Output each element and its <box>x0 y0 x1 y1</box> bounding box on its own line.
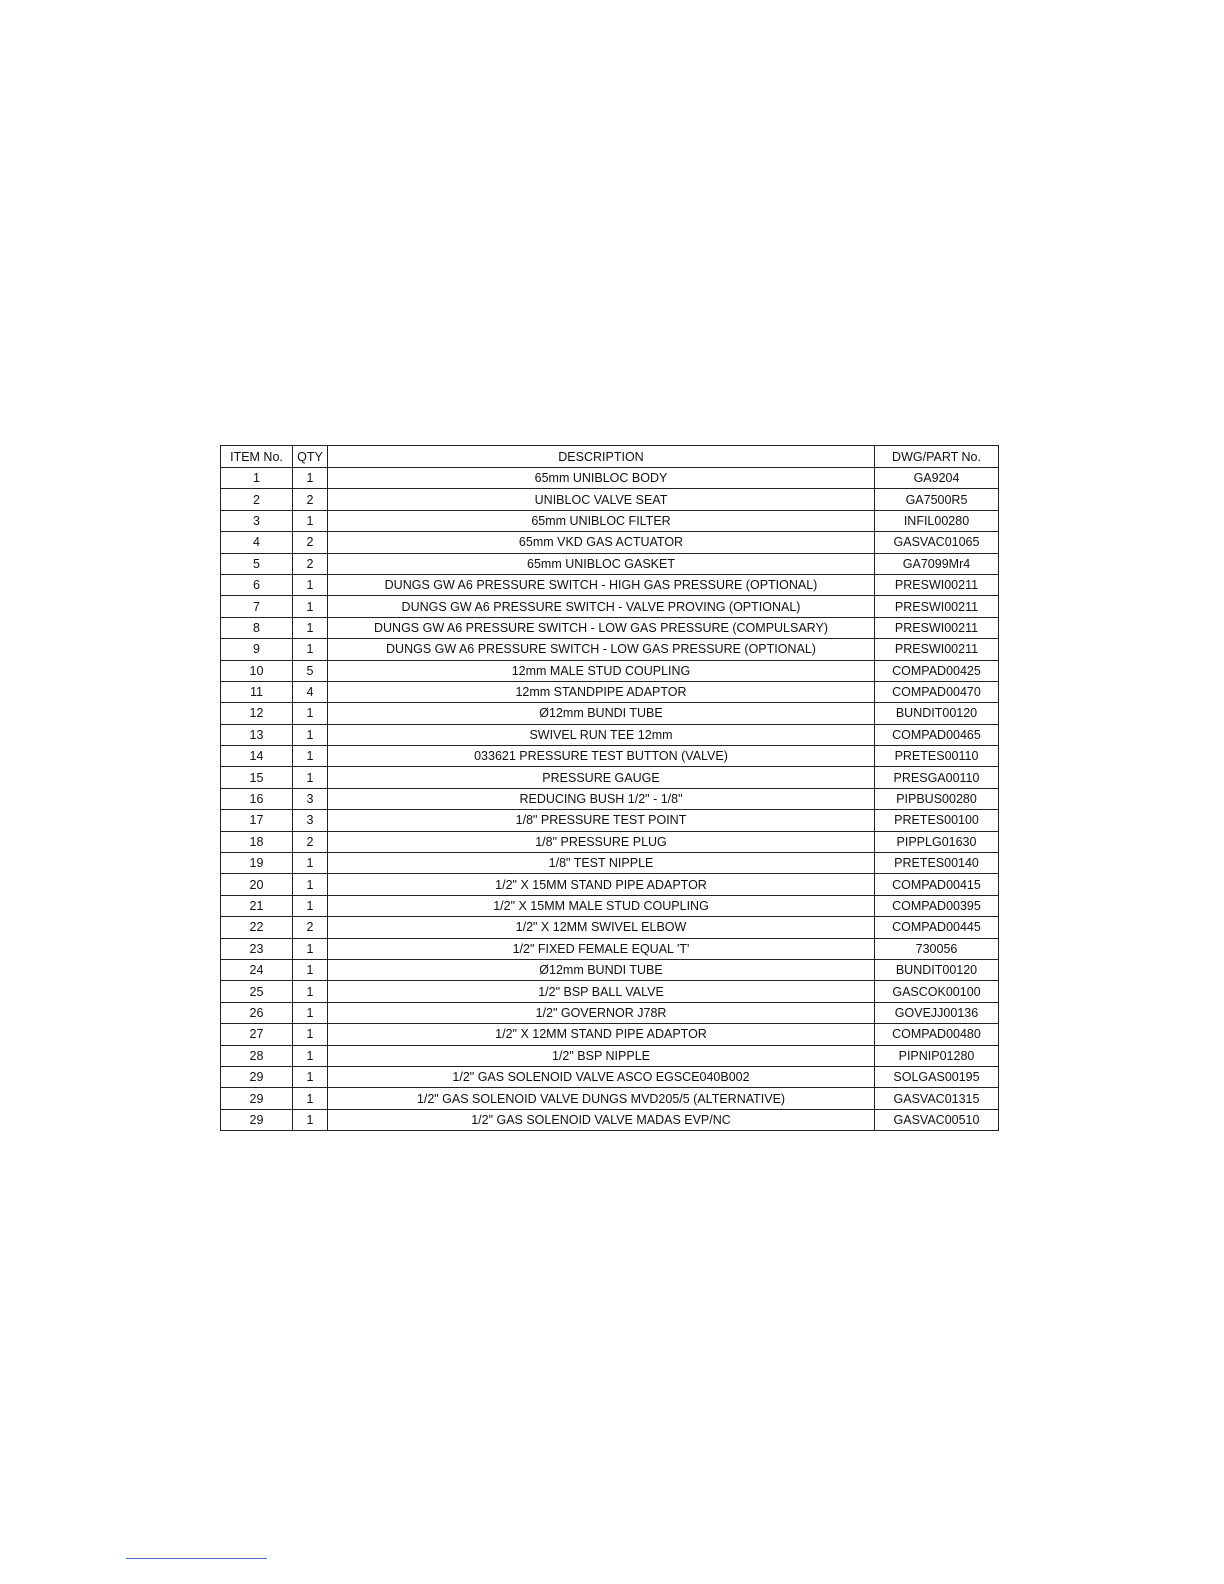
cell-description: DUNGS GW A6 PRESSURE SWITCH - HIGH GAS PRESSURE (OPTIONAL) <box>328 574 875 595</box>
cell-item-no: 6 <box>221 574 293 595</box>
header-qty: QTY <box>293 446 328 468</box>
cell-qty: 1 <box>293 468 328 489</box>
cell-qty: 3 <box>293 810 328 831</box>
cell-qty: 1 <box>293 746 328 767</box>
cell-qty: 1 <box>293 1045 328 1066</box>
cell-description: 12mm STANDPIPE ADAPTOR <box>328 681 875 702</box>
cell-part-no: PRESWI00211 <box>875 574 999 595</box>
cell-qty: 1 <box>293 959 328 980</box>
cell-part-no: PRESGA00110 <box>875 767 999 788</box>
table-row <box>221 938 999 959</box>
cell-item-no: 13 <box>221 724 293 745</box>
cell-qty: 2 <box>293 489 328 510</box>
cell-part-no: PIPNIP01280 <box>875 1045 999 1066</box>
table-row <box>221 895 999 916</box>
cell-part-no: PIPPLG01630 <box>875 831 999 852</box>
cell-item-no: 29 <box>221 1109 293 1130</box>
cell-part-no: COMPAD00395 <box>875 895 999 916</box>
cell-item-no: 26 <box>221 1002 293 1023</box>
cell-part-no: SOLGAS00195 <box>875 1066 999 1087</box>
cell-qty: 1 <box>293 639 328 660</box>
cell-part-no: COMPAD00425 <box>875 660 999 681</box>
cell-item-no: 21 <box>221 895 293 916</box>
table-row <box>221 874 999 895</box>
cell-description: DUNGS GW A6 PRESSURE SWITCH - VALVE PROVING (OPTIONAL) <box>328 596 875 617</box>
cell-qty: 2 <box>293 553 328 574</box>
table-row <box>221 1002 999 1023</box>
cell-item-no: 10 <box>221 660 293 681</box>
cell-item-no: 15 <box>221 767 293 788</box>
cell-qty: 1 <box>293 1002 328 1023</box>
cell-description: 65mm UNIBLOC GASKET <box>328 553 875 574</box>
header-part-no: DWG/PART No. <box>875 446 999 468</box>
header-item-no: ITEM No. <box>221 446 293 468</box>
header-description: DESCRIPTION <box>328 446 875 468</box>
table-row <box>221 767 999 788</box>
table-row <box>221 917 999 938</box>
cell-part-no: COMPAD00465 <box>875 724 999 745</box>
table-row <box>221 788 999 809</box>
cell-description: 1/2" BSP NIPPLE <box>328 1045 875 1066</box>
cell-item-no: 22 <box>221 917 293 938</box>
cell-part-no: COMPAD00480 <box>875 1024 999 1045</box>
cell-item-no: 27 <box>221 1024 293 1045</box>
cell-qty: 1 <box>293 703 328 724</box>
cell-qty: 1 <box>293 596 328 617</box>
cell-item-no: 20 <box>221 874 293 895</box>
table-row <box>221 617 999 638</box>
cell-description: Ø12mm BUNDI TUBE <box>328 959 875 980</box>
cell-part-no: BUNDIT00120 <box>875 703 999 724</box>
cell-qty: 1 <box>293 767 328 788</box>
table-row <box>221 660 999 681</box>
cell-description: 1/8" PRESSURE TEST POINT <box>328 810 875 831</box>
cell-item-no: 9 <box>221 639 293 660</box>
cell-item-no: 3 <box>221 510 293 531</box>
cell-part-no: COMPAD00470 <box>875 681 999 702</box>
cell-description: DUNGS GW A6 PRESSURE SWITCH - LOW GAS PRESSURE (COMPULSARY) <box>328 617 875 638</box>
cell-part-no: INFIL00280 <box>875 510 999 531</box>
table-row <box>221 468 999 489</box>
cell-item-no: 14 <box>221 746 293 767</box>
cell-qty: 1 <box>293 1088 328 1109</box>
cell-description: 1/8" TEST NIPPLE <box>328 853 875 874</box>
cell-item-no: 16 <box>221 788 293 809</box>
cell-part-no: GA7099Mr4 <box>875 553 999 574</box>
cell-part-no: GASCOK00100 <box>875 981 999 1002</box>
cell-qty: 1 <box>293 617 328 638</box>
cell-description: DUNGS GW A6 PRESSURE SWITCH - LOW GAS PRESSURE (OPTIONAL) <box>328 639 875 660</box>
cell-qty: 2 <box>293 917 328 938</box>
table-row <box>221 853 999 874</box>
table-row <box>221 1024 999 1045</box>
cell-description: 1/2" X 12MM SWIVEL ELBOW <box>328 917 875 938</box>
cell-item-no: 29 <box>221 1066 293 1087</box>
table-body <box>221 468 999 1131</box>
cell-part-no: GA9204 <box>875 468 999 489</box>
cell-description: 1/2" GAS SOLENOID VALVE MADAS EVP/NC <box>328 1109 875 1130</box>
cell-item-no: 23 <box>221 938 293 959</box>
cell-part-no: GOVEJJ00136 <box>875 1002 999 1023</box>
cell-description: 1/2" GAS SOLENOID VALVE DUNGS MVD205/5 (ALTERNATIVE) <box>328 1088 875 1109</box>
table-row <box>221 1109 999 1130</box>
cell-part-no: PRETES00100 <box>875 810 999 831</box>
cell-description: REDUCING BUSH 1/2" - 1/8" <box>328 788 875 809</box>
cell-qty: 2 <box>293 831 328 852</box>
cell-item-no: 25 <box>221 981 293 1002</box>
cell-item-no: 11 <box>221 681 293 702</box>
table-row <box>221 574 999 595</box>
cell-qty: 1 <box>293 853 328 874</box>
cell-description: 1/2" GOVERNOR J78R <box>328 1002 875 1023</box>
cell-qty: 1 <box>293 1109 328 1130</box>
cell-qty: 1 <box>293 895 328 916</box>
cell-qty: 4 <box>293 681 328 702</box>
cell-qty: 1 <box>293 981 328 1002</box>
cell-description: 1/2" X 12MM STAND PIPE ADAPTOR <box>328 1024 875 1045</box>
cell-part-no: GASVAC01315 <box>875 1088 999 1109</box>
table-row <box>221 1088 999 1109</box>
cell-part-no: GASVAC00510 <box>875 1109 999 1130</box>
table-row <box>221 831 999 852</box>
table-row <box>221 810 999 831</box>
cell-qty: 1 <box>293 1024 328 1045</box>
cell-part-no: PRESWI00211 <box>875 639 999 660</box>
cell-qty: 1 <box>293 938 328 959</box>
cell-item-no: 19 <box>221 853 293 874</box>
cell-description: 1/2" FIXED FEMALE EQUAL 'T' <box>328 938 875 959</box>
cell-description: 65mm VKD GAS ACTUATOR <box>328 532 875 553</box>
cell-item-no: 18 <box>221 831 293 852</box>
table-row <box>221 1066 999 1087</box>
cell-item-no: 7 <box>221 596 293 617</box>
cell-description: 033621 PRESSURE TEST BUTTON (VALVE) <box>328 746 875 767</box>
cell-qty: 1 <box>293 574 328 595</box>
table-header-row <box>221 446 999 468</box>
table-row <box>221 532 999 553</box>
cell-part-no: PIPBUS00280 <box>875 788 999 809</box>
cell-part-no: 730056 <box>875 938 999 959</box>
cell-part-no: GASVAC01065 <box>875 532 999 553</box>
cell-qty: 1 <box>293 874 328 895</box>
table-row <box>221 639 999 660</box>
cell-description: 12mm MALE STUD COUPLING <box>328 660 875 681</box>
cell-part-no: GA7500R5 <box>875 489 999 510</box>
cell-description: 1/2" X 15MM MALE STUD COUPLING <box>328 895 875 916</box>
cell-qty: 5 <box>293 660 328 681</box>
table-row <box>221 959 999 980</box>
cell-qty: 1 <box>293 724 328 745</box>
cell-description: 65mm UNIBLOC BODY <box>328 468 875 489</box>
table-row <box>221 981 999 1002</box>
cell-item-no: 24 <box>221 959 293 980</box>
cell-description: Ø12mm BUNDI TUBE <box>328 703 875 724</box>
cell-item-no: 5 <box>221 553 293 574</box>
table-row <box>221 724 999 745</box>
footnote-separator <box>126 1558 267 1559</box>
cell-item-no: 8 <box>221 617 293 638</box>
cell-item-no: 1 <box>221 468 293 489</box>
cell-part-no: COMPAD00415 <box>875 874 999 895</box>
cell-description: UNIBLOC VALVE SEAT <box>328 489 875 510</box>
cell-item-no: 4 <box>221 532 293 553</box>
cell-qty: 2 <box>293 532 328 553</box>
cell-qty: 1 <box>293 510 328 531</box>
cell-item-no: 17 <box>221 810 293 831</box>
cell-description: 1/2" BSP BALL VALVE <box>328 981 875 1002</box>
cell-description: 1/2" GAS SOLENOID VALVE ASCO EGSCE040B002 <box>328 1066 875 1087</box>
cell-description: 1/8" PRESSURE PLUG <box>328 831 875 852</box>
cell-part-no: PRETES00110 <box>875 746 999 767</box>
cell-part-no: PRESWI00211 <box>875 617 999 638</box>
cell-part-no: COMPAD00445 <box>875 917 999 938</box>
table-row <box>221 746 999 767</box>
cell-part-no: PRESWI00211 <box>875 596 999 617</box>
cell-item-no: 2 <box>221 489 293 510</box>
cell-item-no: 29 <box>221 1088 293 1109</box>
cell-part-no: BUNDIT00120 <box>875 959 999 980</box>
cell-qty: 1 <box>293 1066 328 1087</box>
cell-description: 1/2" X 15MM STAND PIPE ADAPTOR <box>328 874 875 895</box>
cell-qty: 3 <box>293 788 328 809</box>
cell-item-no: 28 <box>221 1045 293 1066</box>
cell-description: SWIVEL RUN TEE 12mm <box>328 724 875 745</box>
table-row <box>221 553 999 574</box>
cell-description: PRESSURE GAUGE <box>328 767 875 788</box>
table-row <box>221 596 999 617</box>
cell-item-no: 12 <box>221 703 293 724</box>
table-row <box>221 703 999 724</box>
table-row <box>221 489 999 510</box>
table-row <box>221 1045 999 1066</box>
table-row <box>221 510 999 531</box>
bill-of-materials-table <box>220 445 999 1131</box>
table-row <box>221 681 999 702</box>
cell-part-no: PRETES00140 <box>875 853 999 874</box>
cell-description: 65mm UNIBLOC FILTER <box>328 510 875 531</box>
